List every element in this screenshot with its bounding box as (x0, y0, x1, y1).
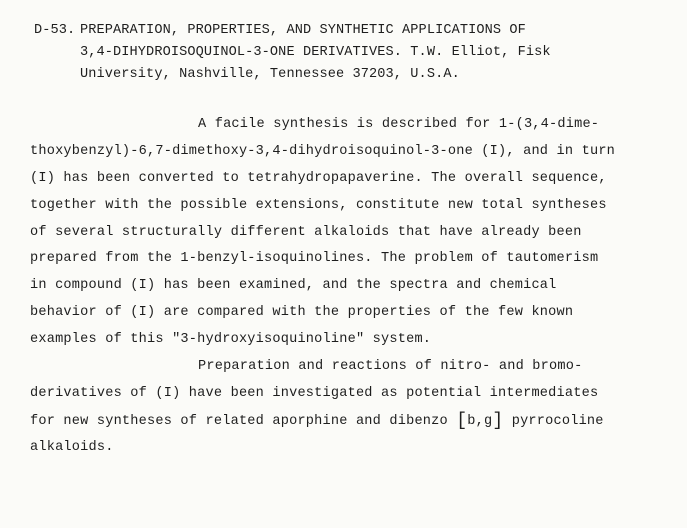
paragraph-1-line: in compound (I) has been examined, and the spectra and chemical (30, 278, 557, 294)
paragraph-1-line: thoxybenzyl)-6,7-dimethoxy-3,4-dihydroisoquinol-3-one (I), and in turn (30, 143, 616, 159)
paragraph-1-line: prepared from the 1-benzyl-isoquinolines. The problem of tautomerism (30, 251, 599, 267)
paragraph-1-line: behavior of (I) are compared with the properties of the few known (30, 305, 574, 321)
paragraph-1-line: of several structurally different alkaloids that have already been (30, 224, 582, 240)
bracket-content: b,g (467, 413, 493, 429)
abstract-code: D-53. (34, 23, 76, 38)
title-line-2: 3,4-DIHYDROISOQUINOL-3-ONE DERIVATIVES. T.W. Elliot, Fisk (80, 45, 551, 60)
paragraph-2-line: Preparation and reactions of nitro- and bromo- (198, 359, 583, 375)
paragraph-2-line: derivatives of (I) have been investigated as potential intermediates (30, 385, 599, 401)
paragraph-2-line: alkaloids. (30, 439, 114, 455)
abstract-body (30, 112, 675, 462)
paragraph-1-line: A facile synthesis is described for 1-(3,4-dime- (198, 117, 600, 132)
paragraph-2-line-3 (30, 408, 675, 435)
author-affiliation: University, Nashville, Tennessee 37203, U.S.A. (80, 67, 460, 82)
abstract-header (34, 20, 674, 86)
bracket-open: [ (456, 410, 468, 431)
line-3-text-before: for new syntheses of related aporphine and dibenzo (30, 413, 448, 429)
line-3-text-after: pyrrocoline (511, 413, 604, 429)
title-line-1: PREPARATION, PROPERTIES, AND SYNTHETIC APPLICATIONS OF (80, 23, 526, 38)
paragraph-1-line: (I) has been converted to tetrahydropapaverine. The overall sequence, (30, 170, 607, 186)
paragraph-1-line: examples of this "3-hydroxyisoquinoline" system. (30, 332, 432, 348)
paragraph-1-line: together with the possible extensions, constitute new total syntheses (30, 197, 607, 213)
bracket-close: ] (492, 410, 504, 431)
header-line-1 (34, 20, 674, 42)
